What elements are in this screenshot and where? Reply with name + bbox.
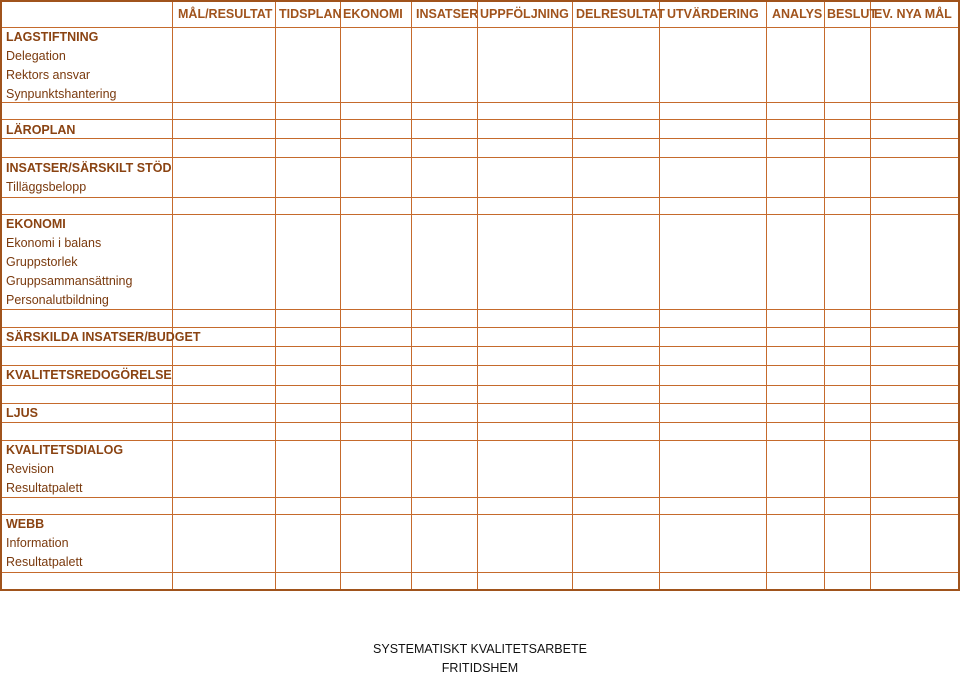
column-divider [172, 2, 173, 589]
table-row [2, 385, 958, 404]
table-row [2, 309, 958, 328]
section-item: Synpunktshantering [6, 87, 117, 101]
section-title: SÄRSKILDA INSATSER/BUDGET [6, 330, 201, 344]
section-title: KVALITETSREDOGÖRELSE [6, 368, 172, 382]
section-item: Delegation [6, 49, 66, 63]
table-row [2, 514, 958, 573]
table-row [2, 214, 958, 310]
header-beslut: BESLUT [827, 7, 877, 21]
table-row [2, 138, 958, 158]
table-row [2, 497, 958, 515]
table-row [2, 119, 958, 139]
section-insatser-sarskilt-stod [6, 159, 172, 197]
column-divider [411, 2, 412, 589]
section-item: Personalutbildning [6, 293, 109, 307]
section-item: Rektors ansvar [6, 68, 91, 82]
table-row [2, 403, 958, 423]
section-item: Resultatpalett [6, 555, 83, 569]
column-divider [766, 2, 767, 589]
section-title: KVALITETSDIALOG [6, 443, 124, 457]
section-title: LJUS [6, 406, 38, 420]
table-row [2, 440, 958, 498]
section-title: WEBB [6, 517, 45, 531]
section-item: Information [6, 536, 69, 550]
section-item: Gruppstorlek [6, 255, 78, 269]
header-tidsplan: TIDSPLAN [279, 7, 342, 21]
footer-subtitle: FRITIDSHEM [441, 661, 519, 675]
header-delresultat: DELRESULTAT [576, 7, 665, 21]
column-divider [870, 2, 871, 589]
column-divider [572, 2, 573, 589]
section-lagstiftning [6, 28, 117, 104]
header-analys: ANALYS [772, 7, 823, 21]
section-kvalitetsredogorelse [6, 366, 172, 385]
section-item: Tilläggsbelopp [6, 180, 87, 194]
section-title: LÄROPLAN [6, 123, 76, 137]
column-divider [659, 2, 660, 589]
section-item: Resultatpalett [6, 481, 83, 495]
column-divider [477, 2, 478, 589]
section-item: Gruppsammansättning [6, 274, 133, 288]
column-divider [824, 2, 825, 589]
header-ekonomi: EKONOMI [343, 7, 403, 21]
table-row [2, 346, 958, 366]
footer-title: SYSTEMATISKT KVALITETSARBETE [373, 642, 587, 656]
column-divider [275, 2, 276, 589]
section-item: Ekonomi i balans [6, 236, 102, 250]
section-title: INSATSER/SÄRSKILT STÖD [6, 161, 172, 175]
table-row [2, 102, 958, 120]
section-laroplan [6, 121, 75, 140]
header-mal-resultat: MÅL/RESULTAT [178, 7, 273, 21]
section-webb [6, 515, 82, 572]
section-item: Revision [6, 462, 54, 476]
header-utvardering: UTVÄRDERING [667, 7, 759, 21]
section-title: LAGSTIFTNING [6, 30, 99, 44]
header-insatser: INSATSER [416, 7, 479, 21]
table-row [2, 197, 958, 215]
column-divider [340, 2, 341, 589]
header-uppfoljning: UPPFÖLJNING [480, 7, 569, 21]
section-ljus [6, 404, 38, 423]
section-sarskilda-insatser-budget [6, 328, 200, 347]
section-ekonomi [6, 215, 132, 310]
section-title: EKONOMI [6, 217, 66, 231]
header-ev-nya-mal: EV. NYA MÅL [874, 7, 952, 21]
table-row [2, 27, 958, 103]
table-row [2, 422, 958, 441]
section-kvalitetsdialog [6, 441, 123, 498]
